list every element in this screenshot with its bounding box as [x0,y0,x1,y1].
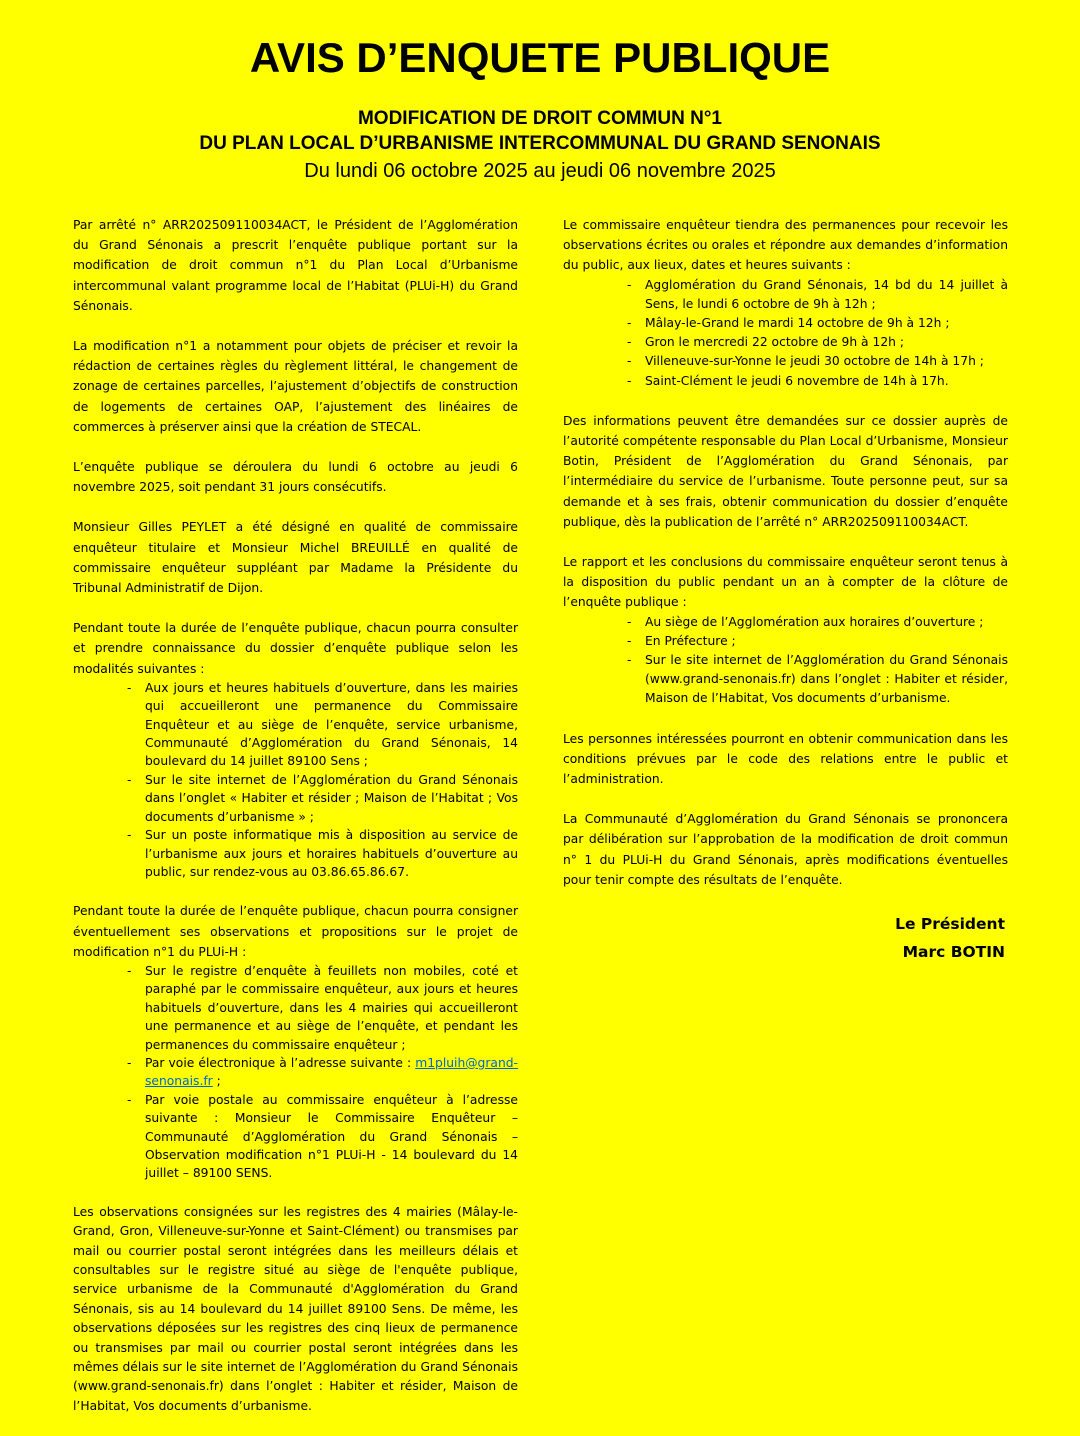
list-dash: - [627,633,632,648]
list-dash: - [127,680,132,695]
list-item: - Sur le site internet de l’Agglomération du Grand Sénonais dans l’onglet « Habiter et résider ; Maison de l’Habitat ; Vos documents d’urbanisme » ; [127,772,518,824]
list-item: - Par voie électronique à l’adresse suivante : m1pluih@grand-senonais.fr ; [127,1055,518,1089]
page-title: AVIS D’ENQUETE PUBLIQUE [249,34,831,81]
paragraph-informations: Des informations peuvent être demandées sur ce dossier auprès de l’autorité compétente responsable du Plan Local d’Urbanisme, Monsieur Botin, Président de l’Agglomération du Grand Sénonais, par l’intermédiaire du service de l’urbanisme. Toute personne peut, sur sa demande et à ses frais, obtenir communication du dossier d’enquête publique, dès la publication de l’arrêté n° ARR202509110034ACT. [563,413,1008,529]
subtitle-modification: MODIFICATION DE DROIT COMMUN N°1 [357,108,722,129]
list-dash: - [627,373,632,388]
paragraph-permanences: Le commissaire enquêteur tiendra des permanences pour recevoir les observations écrites ou orales et répondre aux demandes d’information du public, aux lieux, dates et heures suivants : [563,218,1008,273]
list-consultation [73,679,518,881]
list-item: - Saint-Clément le jeudi 6 novembre de 14h à 17h. [645,372,1008,391]
list-dash: - [627,316,632,331]
list-dash: - [627,354,632,369]
list-item: - En Préfecture ; [645,632,1008,651]
paragraph-observations-registres: Les observations consignées sur les registres des 4 mairies (Mâlay-le-Grand, Gron, Villeneuve-sur-Yonne et Saint-Clément) ou transmises par mail ou courrier postal seront intégrées dans les meilleurs délais et consultables sur le registre situé au siège de l'enquête publique, service urbanisme de la Communauté d'Agglomération du Grand Sénonais, sis au 14 boulevard du 14 juillet 89100 Sens. De même, les observations déposées sur les registres des cinq lieux de permanence ou transmises par mail ou courrier postal seront intégrées dans les mêmes délais sur le site internet de l’Agglomération du Grand Sénonais (www.grand-senonais.fr) dans l’onglet : Habiter et résider, Maison de l’Habitat, Vos documents d’urbanisme. [73,1204,518,1413]
paragraph-observations-intro: Pendant toute la durée de l’enquête publique, chacun pourra consigner éventuellement ses observations et propositions sur le projet de modification n°1 du PLUi-H : [73,904,518,959]
paragraph-communication: Les personnes intéressées pourront en obtenir communication dans les conditions prévues par le code des relations entre le public et l’administration. [563,731,1008,787]
list-item: - Villeneuve-sur-Yonne le jeudi 30 octobre de 14h à 17h ; [645,352,1008,371]
paragraph-consultation: Pendant toute la durée de l’enquête publique, chacun pourra consulter et prendre connaissance du dossier d’enquête publique selon les modalités suivantes : [73,621,518,676]
list-dash: - [127,1092,132,1107]
paragraph-duree: L’enquête publique se déroulera du lundi 6 octobre au jeudi 6 novembre 2025, soit pendant 31 jours consécutifs. [73,460,518,495]
list-item: - Sur le site internet de l’Agglomération du Grand Sénonais (www.grand-senonais.fr) dans l’onglet : Habiter et résider, Maison de l’Habitat, Vos documents d’urbanisme. [627,653,1008,706]
list-dash: - [127,772,132,787]
signature-block [895,910,1005,966]
paragraph-deliberation: La Communauté d’Agglomération du Grand Sénonais se prononcera par délibération sur l’approbation de la modification de droit commun n° 1 du PLUi-H du Grand Sénonais, après modifications éventuelles pour tenir compte des résultats de l’enquête. [563,812,1008,887]
subtitle-dates: Du lundi 06 octobre 2025 au jeudi 06 novembre 2025 [304,160,776,182]
list-permanences [563,276,1008,391]
list-item: - Sur le registre d’enquête à feuillets non mobiles, coté et paraphé par le commissaire enquêteur, aux jours et heures habituels d’ouverture, dans les 4 mairies qui accueilleront une permanence et au siège de l’enquête, et pendant les permanences du commissaire enquêteur ; [127,963,518,1052]
left-column [73,215,518,1436]
paragraph-rapport: Le rapport et les conclusions du commissaire enquêteur seront tenus à la disposition du public pendant un an à compter de la clôture de l’enquête publique : [563,555,1008,610]
list-item: - Sur un poste informatique mis à disposition au service de l’urbanisme aux jours et horaires habituels d’ouverture au public, sur rendez-vous au 03.86.65.86.67. [127,828,518,879]
list-dash: - [627,653,632,668]
list-observations [73,962,518,1183]
paragraph-commissaire: Monsieur Gilles PEYLET a été désigné en qualité de commissaire enquêteur titulaire et Monsieur Michel BREUILLÉ en qualité de commissaire enquêteur suppléant par Madame la Présidente du Tribunal Administratif de Dijon. [73,520,518,596]
list-rapport [563,613,1008,709]
subtitle-plan: DU PLAN LOCAL D’URBANISME INTERCOMMUNAL DU GRAND SENONAIS [199,133,881,154]
signature-name: Marc BOTIN [902,943,1005,961]
email-link[interactable]: m1pluih@grand-senonais.fr [145,1055,518,1089]
paragraph-objets: La modification n°1 a notamment pour objets de préciser et revoir la rédaction de certaines règles du règlement littéral, le changement de zonage de certaines parcelles, l’ajustement d’objectifs de construction de logements de certaines OAP, l’ajustement des linéaires de commerces à préserver ainsi que la création de STECAL. [73,339,518,434]
list-dash: - [627,335,632,350]
list-dash: - [127,828,132,843]
list-item: - Au siège de l’Agglomération aux horaires d’ouverture ; [645,613,1008,632]
list-item: - Gron le mercredi 22 octobre de 9h à 12h ; [645,333,1008,352]
list-item: - Par voie postale au commissaire enquêteur à l’adresse suivante : Monsieur le Commissaire Enquêteur – Communauté d’Agglomération du Grand Sénonais – Observation modification n°1 PLUi-H - 14 boulevard du 14 juillet – 89100 SENS. [127,1092,518,1181]
list-dash: - [627,277,632,292]
list-dash: - [127,1055,132,1070]
list-dash: - [627,614,632,629]
list-item: - Agglomération du Grand Sénonais, 14 bd du 14 juillet à Sens, le lundi 6 octobre de 9h à 12h ; [627,277,1008,311]
list-item: - Aux jours et heures habituels d’ouverture, dans les mairies qui accueilleront une permanence du Commissaire Enquêteur et au siège de l’enquête, service urbanisme, Communauté d’Agglomération du Grand Sénonais, 14 boulevard du 14 juillet 89100 Sens ; [127,680,518,769]
list-dash: - [127,963,132,978]
right-column [563,215,1008,910]
signature-title: Le Président [895,915,1005,933]
list-item: - Mâlay-le-Grand le mardi 14 octobre de 9h à 12h ; [645,314,1008,333]
paragraph-arrete: Par arrêté n° ARR202509110034ACT, le Président de l’Agglomération du Grand Sénonais a prescrit l’enquête publique portant sur la modification de droit commun n°1 du Plan Local d’Urbanisme intercommunal valant programme local de l’Habitat (PLUi-H) du Grand Sénonais. [73,218,518,313]
